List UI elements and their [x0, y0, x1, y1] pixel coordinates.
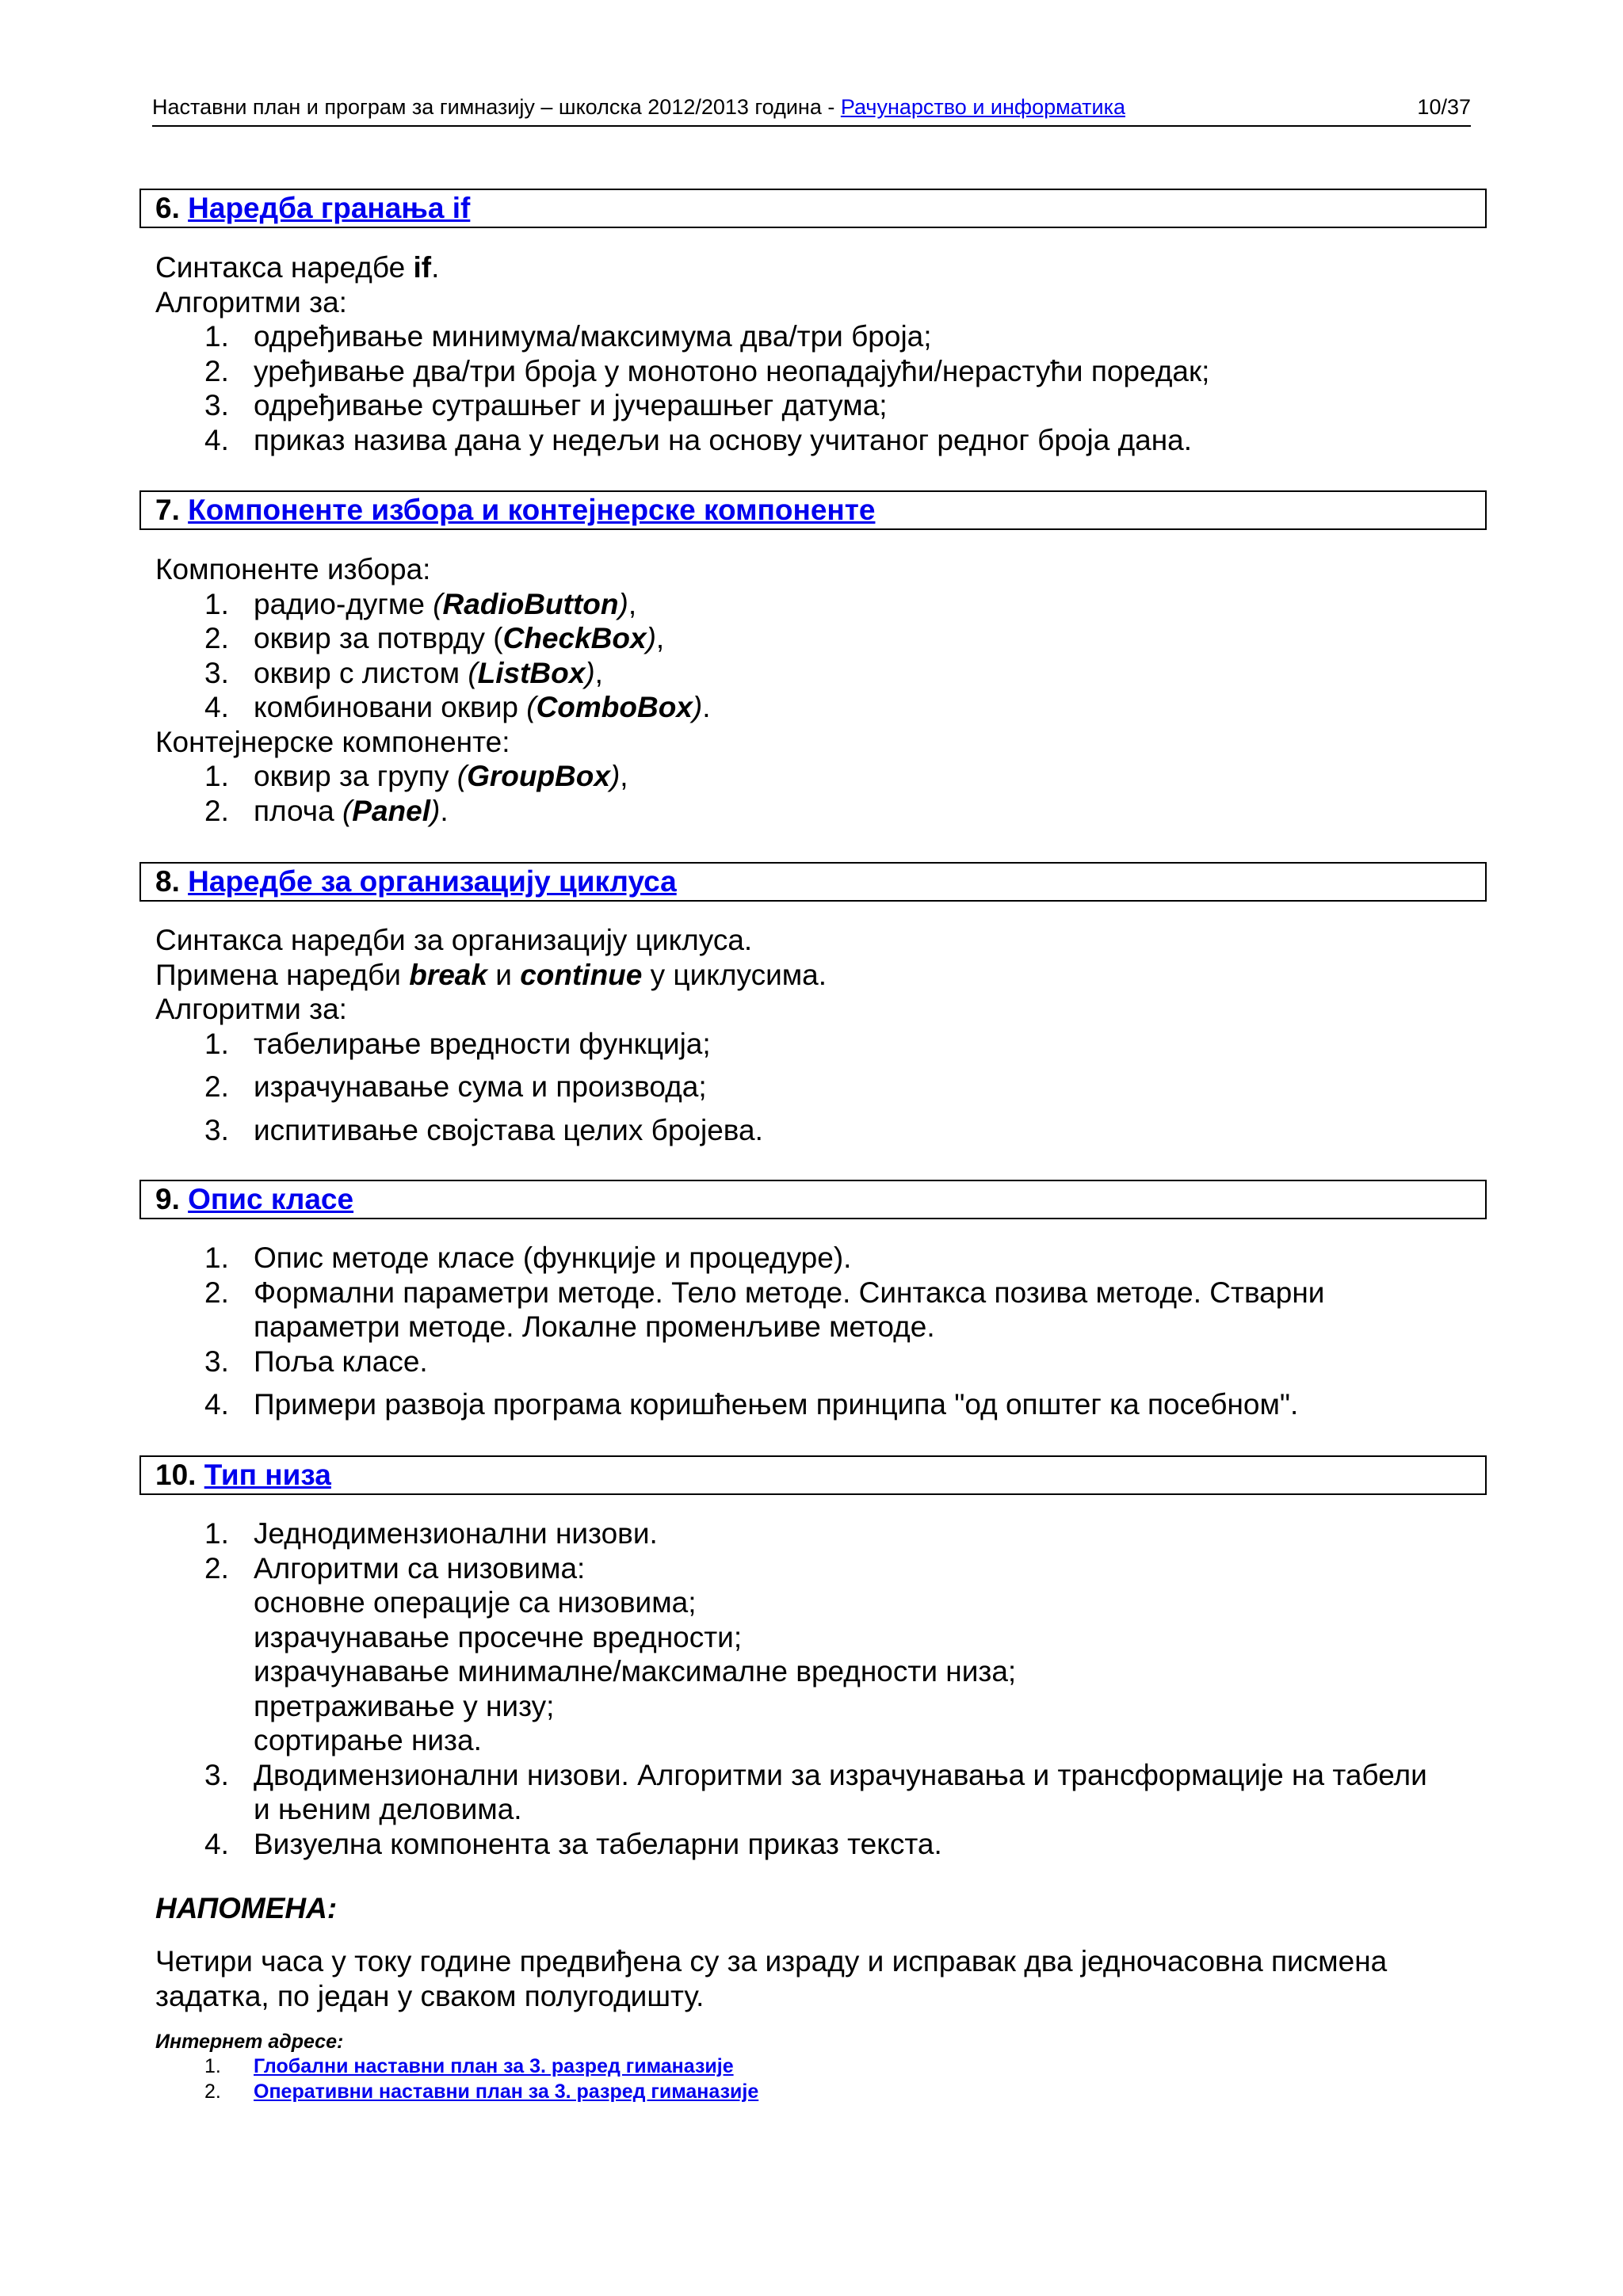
- header-link[interactable]: Рачунарство и информатика: [840, 95, 1126, 119]
- list-item: 2. Алгоритми са низовима: основне операције са низовима; израчунавање просечне вредности; израчунавање минималне/максималне вредности низа; претраживање у низу; сортирање низа.: [204, 1551, 1017, 1756]
- text-line: Синтакса наредби за организацију циклуса.: [155, 924, 753, 956]
- list-item: 1. радио-дугме (RadioButton),: [204, 587, 637, 620]
- list-item: 3. Дводимензионални низови. Алгоритми за израчунавања и трансформације на табели и њеним деловима.: [204, 1758, 1427, 1825]
- text-line: Примена наредби break и continue у циклусима.: [155, 958, 827, 991]
- list-item: 4. приказ назива дана у недељи на основу учитаног редног броја дана.: [204, 423, 1193, 456]
- list-item: 2. оквир за потврду (CheckBox),: [204, 622, 665, 654]
- section-number: 7.: [155, 494, 180, 526]
- text-line: Алгоритми за:: [155, 285, 347, 318]
- list-item: 4. Примери развоја програма коришћењем принципа "од општег ка посебном".: [204, 1388, 1299, 1421]
- selection-components-list: [155, 587, 1487, 725]
- section-10-heading: [139, 1455, 1487, 1495]
- section-7-heading: [139, 490, 1487, 530]
- internet-links: [155, 2054, 758, 2104]
- list-item: 1. одређивање минимума/максимума два/три броја;: [204, 320, 932, 353]
- list-item: 3. Поља класе.: [204, 1344, 428, 1378]
- page-header: [152, 93, 1471, 127]
- section-6-heading: [139, 189, 1487, 228]
- section-9-list: [155, 1241, 1487, 1422]
- text-line: Синтакса наредбе if.: [155, 251, 440, 284]
- section-7-link[interactable]: Компоненте избора и контејнерске компоненте: [188, 494, 876, 526]
- text-line: Алгоритми за:: [155, 993, 347, 1025]
- section-8-list: [155, 1027, 1487, 1148]
- list-item: 2. Оперативни наставни план за 3. разред гиманазије: [204, 2081, 759, 2103]
- section-9-body: [155, 1241, 1487, 1422]
- section-number: 10.: [155, 1459, 197, 1491]
- section-10-body: [155, 1516, 1487, 1861]
- list-item: 2. уређивање два/три броја у монотоно неопадајући/нерастући поредак;: [204, 354, 1210, 387]
- list-item: 3. оквир с листом (ListBox),: [204, 656, 603, 689]
- section-10-list: [155, 1516, 1487, 1861]
- section-8-heading: [139, 862, 1487, 902]
- list-item: 2. Формални параметри методе. Тело методе. Синтакса позива методе. Стварни параметри методе. Локалне променљиве методе.: [204, 1276, 1325, 1343]
- internet-title: Интернет адресе:: [155, 2031, 344, 2053]
- section-7-body: [155, 552, 1487, 828]
- section-number: 6.: [155, 192, 180, 224]
- section-6-list: [155, 319, 1487, 457]
- note-title: НАПОМЕНА:: [155, 1892, 338, 1924]
- container-components-list: [155, 759, 1487, 828]
- note-text: Четири часа у току године предвиђена су за израду и исправак два једночасовна писмена задатка, по један у сваком полугодишту.: [155, 1945, 1388, 2012]
- section-9-heading: [139, 1180, 1487, 1219]
- page-number: 10/37: [1417, 95, 1471, 119]
- list-item: 3. одређивање сутрашњег и јучерашњег датума;: [204, 389, 888, 421]
- global-plan-link[interactable]: Глобални наставни план за 3. разред гиманазије: [254, 2055, 734, 2077]
- text-line: Контејнерске компоненте:: [155, 725, 510, 758]
- list-item: 1. табелирање вредности функција;: [204, 1027, 711, 1060]
- header-text: Наставни план и програм за гимназију – школска 2012/2013 година -: [152, 95, 841, 119]
- section-number: 9.: [155, 1183, 180, 1215]
- list-item: 2. израчунавање сума и производа;: [204, 1070, 707, 1103]
- list-item: 2. плоча (Panel).: [204, 794, 449, 827]
- list-item: 4. Визуелна компонента за табеларни приказ текста.: [204, 1827, 942, 1860]
- section-10-link[interactable]: Тип низа: [204, 1459, 331, 1491]
- section-8-link[interactable]: Наредбе за организацију циклуса: [188, 865, 677, 898]
- text-line: Компоненте избора:: [155, 553, 431, 585]
- section-8-body: [155, 923, 1487, 1147]
- section-9-link[interactable]: Опис класе: [188, 1183, 354, 1215]
- list-item: 1. оквир за групу (GroupBox),: [204, 760, 628, 792]
- list-item: 1. Опис методе класе (функције и процедуре).: [204, 1241, 852, 1274]
- list-item: 3. испитивање својстава целих бројева.: [204, 1113, 763, 1146]
- list-item: 1. Једнодимензионални низови.: [204, 1517, 658, 1550]
- section-6-link[interactable]: Наредба гранања if: [188, 192, 471, 224]
- list-item: 4. комбиновани оквир (ComboBox).: [204, 691, 711, 723]
- section-6-body: [155, 250, 1487, 457]
- list-item: 1. Глобални наставни план за 3. разред гиманазије: [204, 2055, 734, 2077]
- operative-plan-link[interactable]: Оперативни наставни план за 3. разред гиманазије: [254, 2081, 759, 2103]
- section-number: 8.: [155, 865, 180, 898]
